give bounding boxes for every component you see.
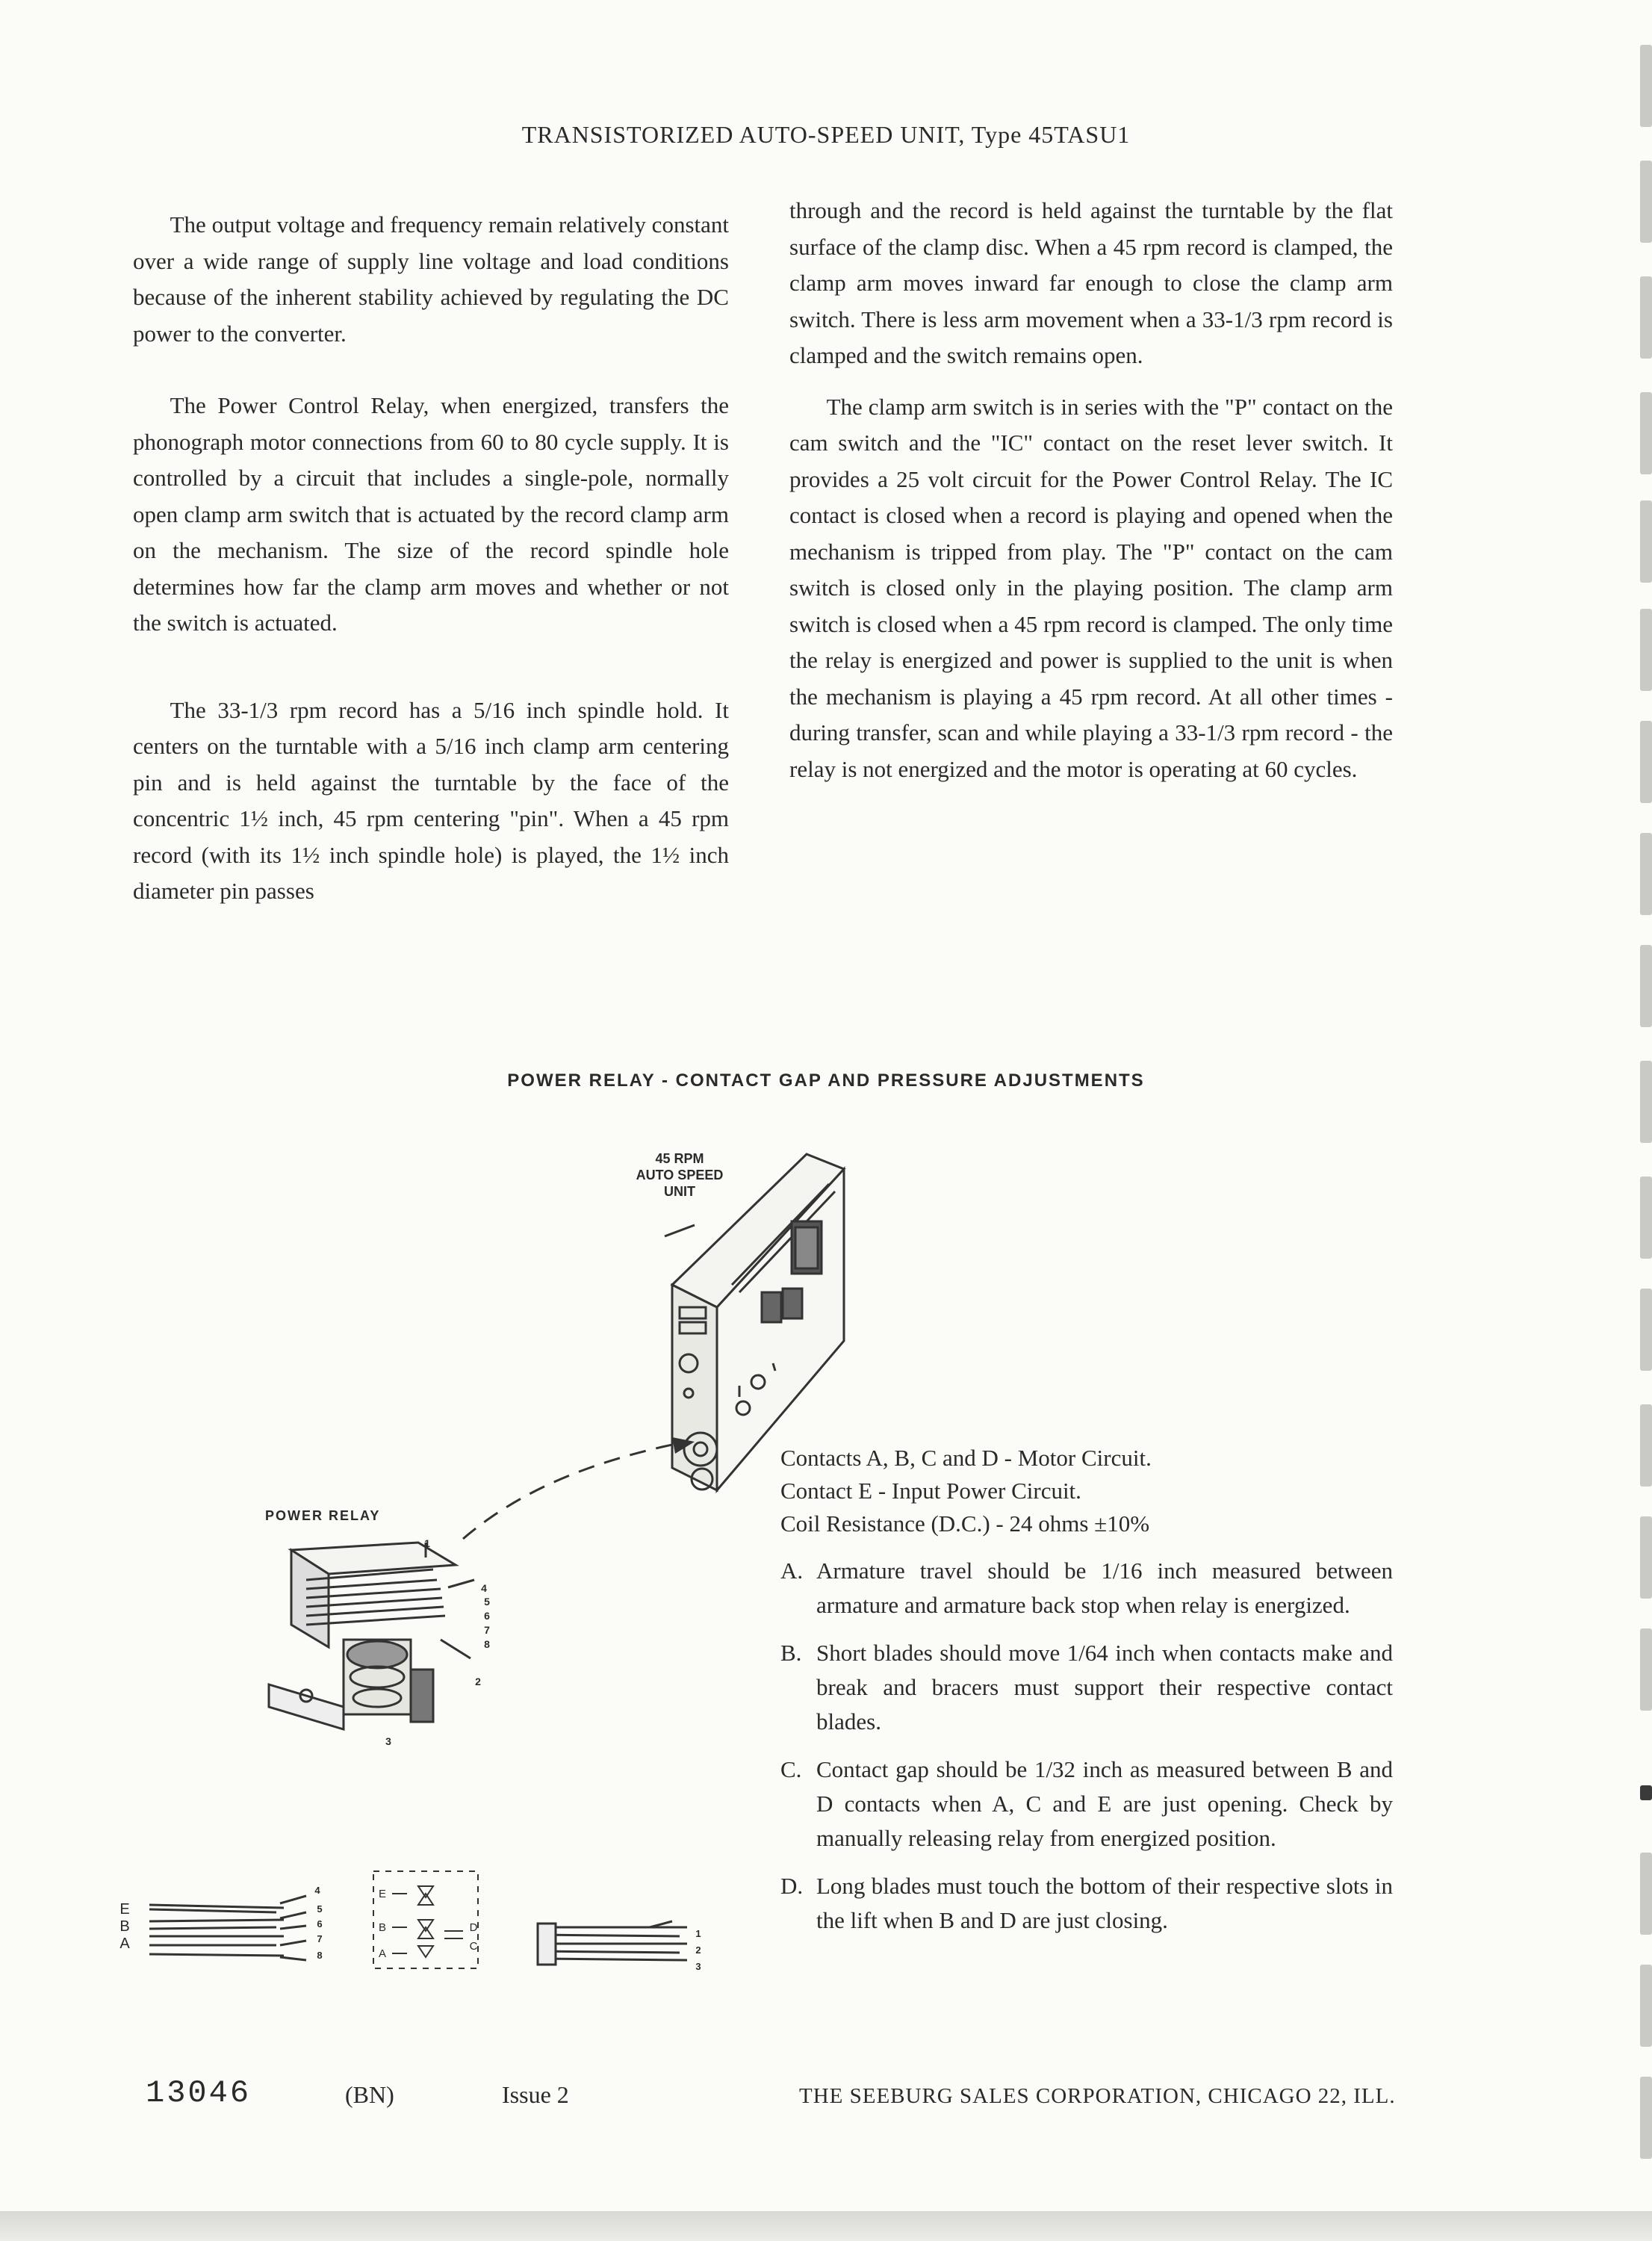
paragraph-output-voltage: The output voltage and frequency remain relatively constant over a wide range of supply line voltage and load conditions because of the inherent stability achieved by regulating the DC power to the converter. [133,211,729,347]
binder-hole [1640,721,1652,803]
schematic-letter-b: B [378,1921,386,1934]
relay-number-2: 2 [475,1676,481,1687]
binder-hole [1640,2077,1652,2159]
item-letter: A. [780,1557,804,1584]
binder-hole [1640,1289,1652,1371]
pin-number-1: 1 [695,1928,701,1939]
adjustment-item [780,1752,1393,1856]
binder-hole [1640,833,1652,915]
binder-hole [1640,1965,1652,2047]
pin-number-6: 6 [317,1918,323,1930]
relay-specs [780,1442,1408,1540]
power-relay-label: POWER RELAY [265,1508,381,1523]
item-text: Short blades should move 1/64 inch when contacts make and break and bracers must support their respective contact blades. [816,1640,1393,1735]
document-number: 13046 [146,2075,252,2111]
paragraph-33-rpm-record: The 33-1/3 rpm record has a 5/16 inch spindle hold. It centers on the turntable with a 5/16 inch clamp arm centering pin and is held against the turntable by the face of the concentric 1½ inch, 45 rpm centering "pin". When a 45 rpm record (with its 1½ inch spindle hole) is played, the 1½ inch diameter pin passes [133,696,729,904]
spec-coil-resistance: Coil Resistance (D.C.) - 24 ohms ±10% [780,1510,1150,1537]
contact-blades-left-diagram [149,1882,321,1972]
left-column [133,207,729,910]
binder-hole [1640,1177,1652,1259]
binder-mark [1640,1785,1652,1800]
pin-number-2: 2 [695,1944,701,1956]
pin-number-5: 5 [317,1903,323,1915]
power-relay-illustration [224,1528,523,1767]
relay-number-5: 5 [484,1596,490,1608]
pin-number-8: 8 [317,1950,323,1961]
unit-label-line-1: 45 RPM [655,1151,704,1166]
binder-hole [1640,392,1652,474]
relay-number-6: 6 [484,1610,490,1622]
adjustment-item [780,1636,1393,1739]
item-text: Armature travel should be 1/16 inch measured between armature and armature back stop when relay is energized. [816,1557,1393,1618]
item-letter: C. [780,1756,802,1782]
paragraph-clamp-arm-switch: The clamp arm switch is in series with the "P" contact on the cam switch and the "IC" contact on the reset lever switch. It provides a 25 volt circuit for the Power Control Relay. The IC contact is closed when a record is playing and opened when the mechanism is tripped from play. The "P" contact on the cam switch is closed only in the playing position. The clamp arm switch is closed when a 45 rpm record is clamped. The only time the relay is energized and power is supplied to the unit is when the mechanism is playing a 45 rpm record. At all other times - during transfer, scan and while playing a 33-1/3 rpm record - the relay is not energized and the motor is operating at 60 cycles. [789,393,1393,782]
right-column [789,193,1393,787]
unit-label-line-3: UNIT [664,1184,695,1199]
unit-label-line-2: AUTO SPEED [636,1168,724,1183]
contact-letter-e: E [119,1901,130,1918]
adjustment-item [780,1869,1393,1938]
pin-number-7: 7 [317,1933,323,1944]
adjustment-list [780,1554,1393,1951]
page-header: TRANSISTORIZED AUTO-SPEED UNIT, Type 45TASU1 [521,121,1131,148]
paragraph-power-control-relay: The Power Control Relay, when energized, transfers the phonograph motor connections from 60 to 80 cycle supply. It is controlled by a circuit that includes a single-pole, normally open clamp arm switch that is actuated by the record clamp arm on the mechanism. The size of the record spindle hole determines how far the clamp arm moves and whether or not the switch is actuated. [133,392,729,636]
issue-number: Issue 2 [502,2081,569,2108]
binder-hole [1640,1853,1652,1935]
relay-number-3: 3 [385,1735,391,1747]
adjustment-item [780,1554,1393,1622]
contact-blades-right-diagram [523,1912,702,1972]
schematic-letter-c: C [469,1940,478,1953]
binder-hole [1640,161,1652,243]
pin-number-3: 3 [695,1961,701,1972]
schematic-letter-e: E [378,1888,386,1900]
binder-hole [1640,945,1652,1027]
pin-number-4: 4 [314,1885,320,1896]
item-letter: D. [780,1873,804,1899]
binder-hole [1640,45,1652,127]
publisher: THE SEEBURG SALES CORPORATION, CHICAGO 22, ILL. [799,2084,1396,2108]
item-letter: B. [780,1640,802,1666]
relay-number-4: 4 [481,1582,487,1594]
page-bottom-edge [0,2211,1652,2241]
binder-hole [1640,1516,1652,1599]
binder-hole [1640,609,1652,691]
binder-hole [1640,276,1652,359]
binder-hole [1640,1404,1652,1487]
relay-number-7: 7 [484,1624,490,1636]
section-title: POWER RELAY - CONTACT GAP AND PRESSURE ADJUSTMENTS [507,1070,1145,1091]
relay-number-8: 8 [484,1638,490,1650]
item-text: Long blades must touch the bottom of their respective slots in the lift when B and D are just closing. [816,1873,1393,1933]
binder-hole [1640,500,1652,583]
item-text: Contact gap should be 1/32 inch as measured between B and D contacts when A, C and E are just opening. Check by manually releasing relay from energized position. [816,1756,1393,1851]
contact-letter-b: B [119,1918,130,1935]
spec-input-power-circuit: Contact E - Input Power Circuit. [780,1478,1081,1504]
relay-number-1: 1 [424,1537,430,1549]
schematic-letter-a: A [378,1947,386,1960]
paragraph-clamp-disc: through and the record is held against the turntable by the flat surface of the clamp disc. When a 45 rpm record is clamped, the clamp arm moves inward far enough to close the clamp arm switch. There is less arm movement when a 33-1/3 rpm record is clamped and the switch remains open. [789,197,1393,368]
schematic-letter-d: D [469,1921,478,1934]
contact-letter-a: A [119,1935,130,1952]
document-code: (BN) [345,2081,394,2108]
spec-motor-circuit: Contacts A, B, C and D - Motor Circuit. [780,1445,1152,1471]
binder-hole [1640,1628,1652,1711]
